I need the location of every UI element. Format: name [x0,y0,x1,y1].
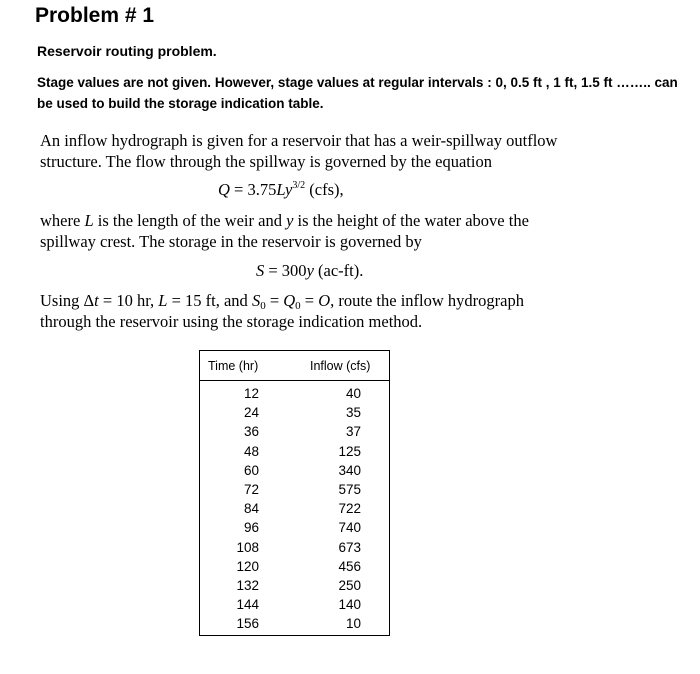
table-body [200,386,389,635]
time-cell: 36 [243,424,259,440]
table-row [200,444,389,463]
time-cell: 48 [243,443,259,459]
inflow-cell: 35 [345,405,361,421]
weir-equation: $Q = 3.75Ly^{3/2}$ (cfs), [218,180,344,199]
problem-subtitle: Reservoir routing problem. [37,43,217,59]
inflow-cell: 140 [338,597,361,613]
problem-text-line: An inflow hydrograph is given for a reservoir that has a weir-spillway outflow [40,131,558,150]
table-row [200,405,389,424]
time-cell: 24 [243,405,259,421]
time-cell: 132 [236,577,259,593]
inflow-cell: 125 [338,443,361,459]
storage-equation-units: (ac-ft). [318,261,364,280]
time-cell: 84 [243,501,259,517]
storage-equation: S = 300y (ac-ft). [256,261,364,280]
problem-text-line: spillway crest. The storage in the reservoir is governed by [40,232,422,251]
note-line-1: Stage values are not given. However, stage values at regular intervals : 0, 0.5 ft , 1 ft, 1.5 ft …….. can [37,75,678,90]
table-row [200,501,389,520]
table-row [200,540,389,559]
table-row [200,597,389,616]
inflow-cell: 40 [345,386,361,401]
inflow-cell: 740 [338,520,361,536]
inflow-cell: 722 [338,501,361,517]
inflow-cell: 456 [338,558,361,574]
problem-text-line: structure. The flow through the spillway is governed by the equation [40,152,492,171]
table-row [200,424,389,443]
time-cell: 96 [243,520,259,536]
table-row [200,616,389,635]
inflow-cell: 340 [338,462,361,478]
time-cell: 120 [236,558,259,574]
column-header-time: Time (hr) [208,359,259,373]
table-row [200,578,389,597]
table-row [200,386,389,405]
time-cell: 108 [236,539,259,555]
note-line-2: be used to build the storage indication table. [37,96,324,111]
column-header-inflow: Inflow (cfs) [310,359,371,373]
problem-text-line: where L is the length of the weir and y is the height of the water above the [40,211,529,230]
inflow-cell: 250 [338,577,361,593]
table-header [200,351,389,381]
inflow-cell: 673 [338,539,361,555]
inflow-cell: 10 [345,616,361,632]
time-cell: 156 [236,616,259,632]
weir-equation-units: (cfs), [309,180,344,199]
time-cell: 72 [243,481,259,497]
table-row [200,482,389,501]
problem-text-line: through the reservoir using the storage indication method. [40,312,423,331]
page-title: Problem # 1 [35,4,155,27]
table-row [200,463,389,482]
inflow-cell: 575 [338,481,361,497]
inflow-cell: 37 [345,424,361,440]
problem-text-line: Using Δt = 10 hr, L = 15 ft, and $S_0 = Q_0 = O$, route the inflow hydrograph [40,291,524,312]
table-row [200,559,389,578]
time-cell: 12 [243,386,259,401]
table-row [200,520,389,539]
inflow-hydrograph-table [199,350,390,636]
time-cell: 60 [243,462,259,478]
time-cell: 144 [236,597,259,613]
